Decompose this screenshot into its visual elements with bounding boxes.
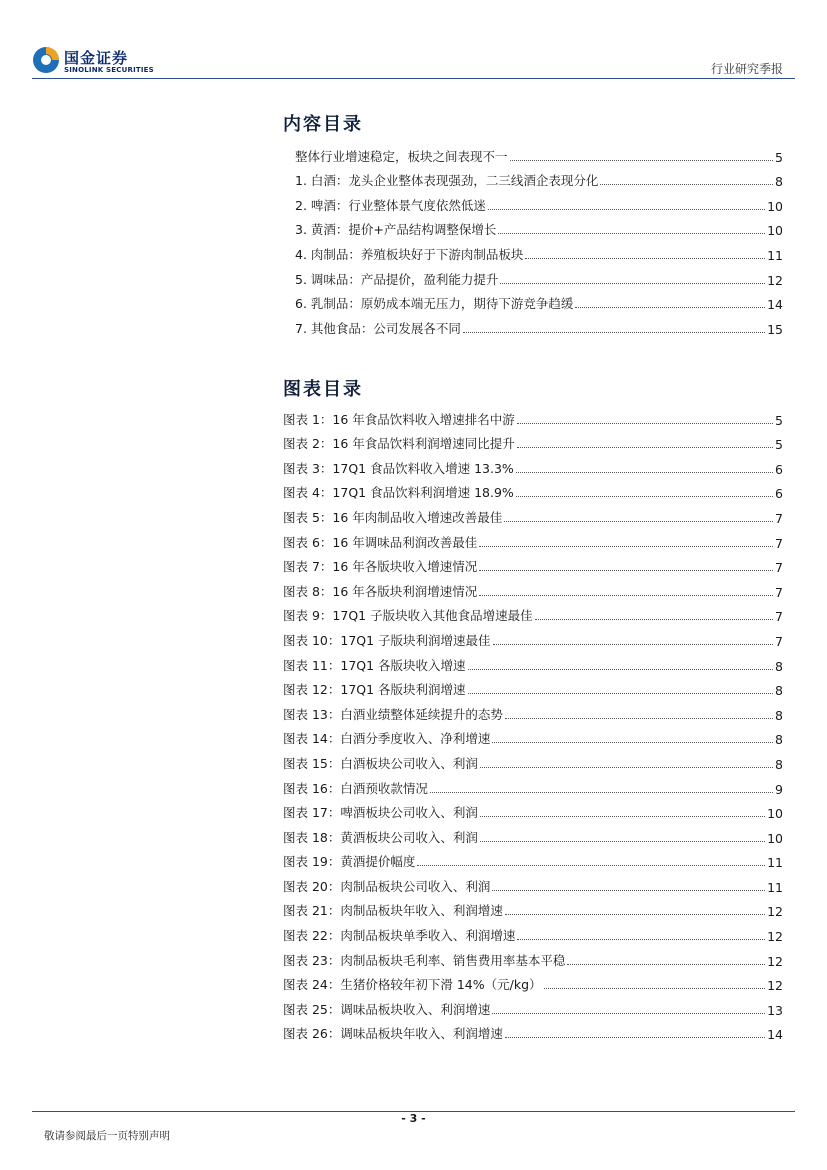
figure-entry[interactable] — [283, 501, 783, 526]
figure-entry-page: 14 — [767, 1027, 783, 1043]
figure-entry-page: 7 — [775, 510, 783, 526]
figure-entry-page: 8 — [775, 683, 783, 699]
figure-entry[interactable] — [283, 600, 783, 625]
contents-entry[interactable] — [283, 263, 783, 288]
figure-entry[interactable] — [283, 772, 783, 797]
contents-entry-page: 10 — [767, 223, 783, 239]
contents-entry-page: 15 — [767, 321, 783, 337]
figure-entry-text: 图表 22：肉制品板块单季收入、利润增速 — [283, 928, 516, 944]
figure-entry-text: 图表 14：白酒分季度收入、净利增速 — [283, 731, 491, 747]
figure-entry-text: 图表 3：17Q1 食品饮料收入增速 13.3% — [283, 460, 514, 476]
figure-entry-page: 7 — [775, 584, 783, 600]
contents-list — [283, 140, 783, 337]
figure-entry[interactable] — [283, 993, 783, 1018]
figure-entry[interactable] — [283, 477, 783, 502]
dot-leader — [600, 184, 773, 185]
figure-entry[interactable] — [283, 747, 783, 772]
figure-entry-text: 图表 5：16 年肉制品收入增速改善最佳 — [283, 509, 503, 525]
dot-leader — [480, 841, 765, 842]
figure-entry-text: 图表 18：黄酒板块公司收入、利润 — [283, 829, 478, 845]
logo-text-cn: 国金证券 — [64, 49, 129, 67]
figure-entry-page: 10 — [767, 830, 783, 846]
figure-entry-text: 图表 4：17Q1 食品饮料利润增速 18.9% — [283, 485, 514, 501]
contents-entry-text: 5. 调味品：产品提价，盈利能力提升 — [295, 271, 499, 287]
contents-entry[interactable] — [283, 238, 783, 263]
contents-entry-text: 2. 啤酒：行业整体景气度依然低迷 — [295, 197, 486, 213]
figure-entry-text: 图表 7：16 年各版块收入增速情况 — [283, 559, 478, 575]
dot-leader — [544, 988, 766, 989]
figure-entry-text: 图表 19：黄酒提价幅度 — [283, 854, 416, 870]
dot-leader — [575, 307, 765, 308]
dot-leader — [492, 742, 773, 743]
figure-entry[interactable] — [283, 674, 783, 699]
dot-leader — [430, 792, 773, 793]
report-type-label: 行业研究季报 — [710, 62, 783, 76]
figure-entry-page: 5 — [775, 437, 783, 453]
contents-entry[interactable] — [283, 288, 783, 313]
figure-entry-page: 12 — [767, 929, 783, 945]
figure-entry[interactable] — [283, 526, 783, 551]
contents-entry-text: 4. 肉制品：养殖板块好于下游肉制品板块 — [295, 246, 524, 262]
figure-entry[interactable] — [283, 870, 783, 895]
figure-entry[interactable] — [283, 575, 783, 600]
page-number: - 3 - — [401, 1112, 426, 1125]
contents-entry-text: 整体行业增速稳定，板块之间表现不一 — [295, 148, 508, 164]
dot-leader — [517, 447, 773, 448]
contents-entry-text: 6. 乳制品：原奶成本端无压力，期待下游竞争趋缓 — [295, 296, 574, 312]
contents-entry-page: 11 — [767, 247, 783, 263]
figure-entry-page: 12 — [767, 904, 783, 920]
figures-title: 图表目录 — [283, 379, 363, 400]
figure-entry[interactable] — [283, 919, 783, 944]
contents-entry-page: 12 — [767, 272, 783, 288]
figure-entry-text: 图表 1：16 年食品饮料收入增速排名中游 — [283, 411, 515, 427]
figure-entry-text: 图表 16：白酒预收款情况 — [283, 780, 428, 796]
figure-entry-text: 图表 11：17Q1 各版块收入增速 — [283, 657, 466, 673]
contents-entry-text: 3. 黄酒：提价+产品结构调整保增长 — [295, 222, 497, 238]
dot-leader — [504, 521, 773, 522]
figure-entry-text: 图表 26：调味品板块年收入、利润增速 — [283, 1026, 503, 1042]
contents-title: 内容目录 — [283, 114, 363, 135]
dot-leader — [567, 964, 765, 965]
dot-leader — [517, 939, 765, 940]
figure-entry-page: 9 — [775, 781, 783, 797]
dot-leader — [480, 767, 773, 768]
figure-entry-text: 图表 23：肉制品板块毛利率、销售费用率基本平稳 — [283, 952, 566, 968]
figure-entry[interactable] — [283, 969, 783, 994]
figure-entry[interactable] — [283, 723, 783, 748]
contents-entry-page: 10 — [767, 198, 783, 214]
dot-leader — [463, 332, 765, 333]
dot-leader — [479, 570, 773, 571]
figure-entry[interactable] — [283, 551, 783, 576]
dot-leader — [505, 1037, 765, 1038]
dot-leader — [498, 233, 765, 234]
figure-entry-text: 图表 6：16 年调味品利润改善最佳 — [283, 534, 478, 550]
figure-entry-page: 7 — [775, 609, 783, 625]
figure-entry[interactable] — [283, 821, 783, 846]
figure-entry-text: 图表 13：白酒业绩整体延续提升的态势 — [283, 706, 503, 722]
figure-entry-page: 7 — [775, 535, 783, 551]
dot-leader — [516, 472, 773, 473]
figure-entry[interactable] — [283, 944, 783, 969]
logo-mark-icon — [32, 46, 60, 74]
dot-leader — [479, 595, 773, 596]
figure-entry-text: 图表 10：17Q1 子版块利润增速最佳 — [283, 632, 491, 648]
figure-entry[interactable] — [283, 895, 783, 920]
dot-leader — [505, 914, 765, 915]
dot-leader — [510, 160, 774, 161]
contents-entry[interactable] — [283, 140, 783, 165]
company-logo — [32, 46, 172, 78]
dot-leader — [505, 718, 773, 719]
figure-entry-page: 8 — [775, 658, 783, 674]
page-header — [0, 0, 827, 80]
figure-entry-text: 图表 24：生猪价格较年初下滑 14%（元/kg） — [283, 977, 542, 993]
header-divider — [32, 78, 795, 79]
figure-entry[interactable] — [283, 624, 783, 649]
figure-entry[interactable] — [283, 452, 783, 477]
contents-entry-page: 5 — [775, 149, 783, 165]
figure-entry-page: 7 — [775, 633, 783, 649]
dot-leader — [417, 865, 765, 866]
contents-entry-page: 8 — [775, 174, 783, 190]
figures-list — [283, 403, 783, 1042]
figure-entry-page: 7 — [775, 560, 783, 576]
figure-entry-text: 图表 17：啤酒板块公司收入、利润 — [283, 805, 478, 821]
dot-leader — [468, 693, 773, 694]
figure-entry-page: 6 — [775, 461, 783, 477]
figure-entry-text: 图表 8：16 年各版块利润增速情况 — [283, 583, 478, 599]
contents-entry[interactable] — [283, 189, 783, 214]
figure-entry[interactable] — [283, 403, 783, 428]
dot-leader — [493, 644, 773, 645]
dot-leader — [492, 890, 765, 891]
figure-entry-page: 11 — [767, 879, 783, 895]
figure-entry[interactable] — [283, 846, 783, 871]
figure-entry-text: 图表 2：16 年食品饮料利润增速同比提升 — [283, 436, 515, 452]
figure-entry-text: 图表 12：17Q1 各版块利润增速 — [283, 682, 466, 698]
dot-leader — [480, 816, 765, 817]
dot-leader — [488, 209, 765, 210]
figure-entry-page: 12 — [767, 978, 783, 994]
disclaimer-text: 敬请参阅最后一页特别声明 — [44, 1130, 170, 1142]
figure-entry-page: 8 — [775, 756, 783, 772]
dot-leader — [517, 423, 773, 424]
dot-leader — [492, 1013, 765, 1014]
figure-entry[interactable] — [283, 649, 783, 674]
dot-leader — [500, 283, 765, 284]
logo-text-en: SINOLINK SECURITIES — [64, 66, 154, 74]
contents-entry[interactable] — [283, 214, 783, 239]
figure-entry-page: 12 — [767, 953, 783, 969]
figure-entry[interactable] — [283, 698, 783, 723]
figure-entry-text: 图表 15：白酒板块公司收入、利润 — [283, 755, 478, 771]
dot-leader — [516, 496, 773, 497]
figure-entry[interactable] — [283, 1018, 783, 1043]
figure-entry-text: 图表 25：调味品板块收入、利润增速 — [283, 1001, 491, 1017]
contents-entry-page: 14 — [767, 297, 783, 313]
figure-entry[interactable] — [283, 797, 783, 822]
contents-entry[interactable] — [283, 165, 783, 190]
contents-entry-text: 7. 其他食品：公司发展各不同 — [295, 320, 461, 336]
figure-entry-text: 图表 21：肉制品板块年收入、利润增速 — [283, 903, 503, 919]
figure-entry-page: 8 — [775, 732, 783, 748]
figure-entry-page: 13 — [767, 1002, 783, 1018]
figure-entry-page: 10 — [767, 806, 783, 822]
figure-entry-page: 11 — [767, 855, 783, 871]
figure-entry-page: 8 — [775, 707, 783, 723]
figure-entry-page: 5 — [775, 412, 783, 428]
contents-entry-text: 1. 白酒：龙头企业整体表现强劲，二三线酒企表现分化 — [295, 173, 599, 189]
figure-entry-text: 图表 20：肉制品板块公司收入、利润 — [283, 878, 491, 894]
contents-entry[interactable] — [283, 312, 783, 337]
dot-leader — [525, 258, 765, 259]
dot-leader — [468, 669, 773, 670]
figure-entry-page: 6 — [775, 486, 783, 502]
figure-entry[interactable] — [283, 428, 783, 453]
dot-leader — [535, 619, 773, 620]
figure-entry-text: 图表 9：17Q1 子版块收入其他食品增速最佳 — [283, 608, 533, 624]
dot-leader — [479, 546, 773, 547]
